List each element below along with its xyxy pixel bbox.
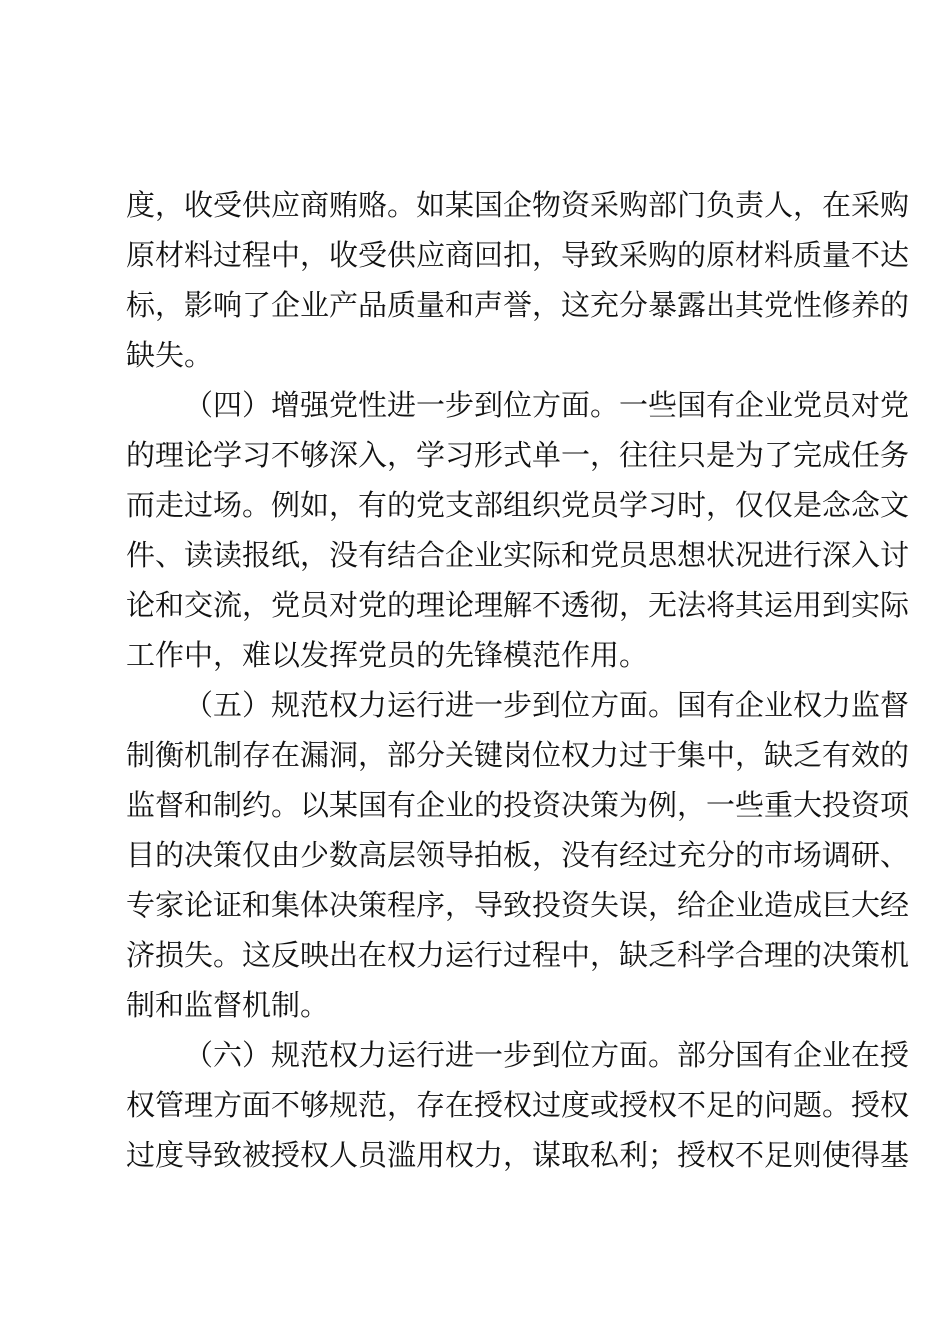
paragraph-continued (126, 180, 910, 380)
text-line: 济损失。这反映出在权力运行过程中，缺乏科学合理的决策机 (126, 938, 910, 972)
paragraph-five (126, 680, 910, 1030)
text-line: 目的决策仅由少数高层领导拍板，没有经过充分的市场调研、 (126, 838, 910, 872)
text-line: 专家论证和集体决策程序，导致投资失误，给企业造成巨大经 (126, 888, 910, 922)
text-line: （四）增强党性进一步到位方面。一些国有企业党员对党 (184, 388, 910, 422)
text-line: 原材料过程中，收受供应商回扣，导致采购的原材料质量不达 (126, 238, 910, 272)
text-line: 论和交流，党员对党的理论理解不透彻，无法将其运用到实际 (126, 588, 910, 622)
paragraph-four (126, 380, 910, 680)
text-line: 件、读读报纸，没有结合企业实际和党员思想状况进行深入讨 (126, 538, 910, 572)
document-body (126, 180, 910, 1180)
text-line: 制和监督机制。 (126, 988, 330, 1022)
text-line: （六）规范权力运行进一步到位方面。部分国有企业在授 (184, 1038, 910, 1072)
text-line: 而走过场。例如，有的党支部组织党员学习时，仅仅是念念文 (126, 488, 910, 522)
paragraph-six (126, 1030, 910, 1180)
text-line: 过度导致被授权人员滥用权力，谋取私利；授权不足则使得基 (126, 1138, 910, 1172)
text-line: 标，影响了企业产品质量和声誉，这充分暴露出其党性修养的 (126, 288, 910, 322)
text-line: 权管理方面不够规范，存在授权过度或授权不足的问题。授权 (126, 1088, 910, 1122)
text-line: 制衡机制存在漏洞，部分关键岗位权力过于集中，缺乏有效的 (126, 738, 910, 772)
text-line: 的理论学习不够深入，学习形式单一，往往只是为了完成任务 (126, 438, 910, 472)
text-line: 缺失。 (126, 338, 214, 372)
text-line: （五）规范权力运行进一步到位方面。国有企业权力监督 (184, 688, 910, 722)
text-line: 工作中，难以发挥党员的先锋模范作用。 (126, 638, 649, 672)
text-line: 度，收受供应商贿赂。如某国企物资采购部门负责人，在采购 (126, 188, 910, 222)
text-line: 监督和制约。以某国有企业的投资决策为例，一些重大投资项 (126, 788, 910, 822)
